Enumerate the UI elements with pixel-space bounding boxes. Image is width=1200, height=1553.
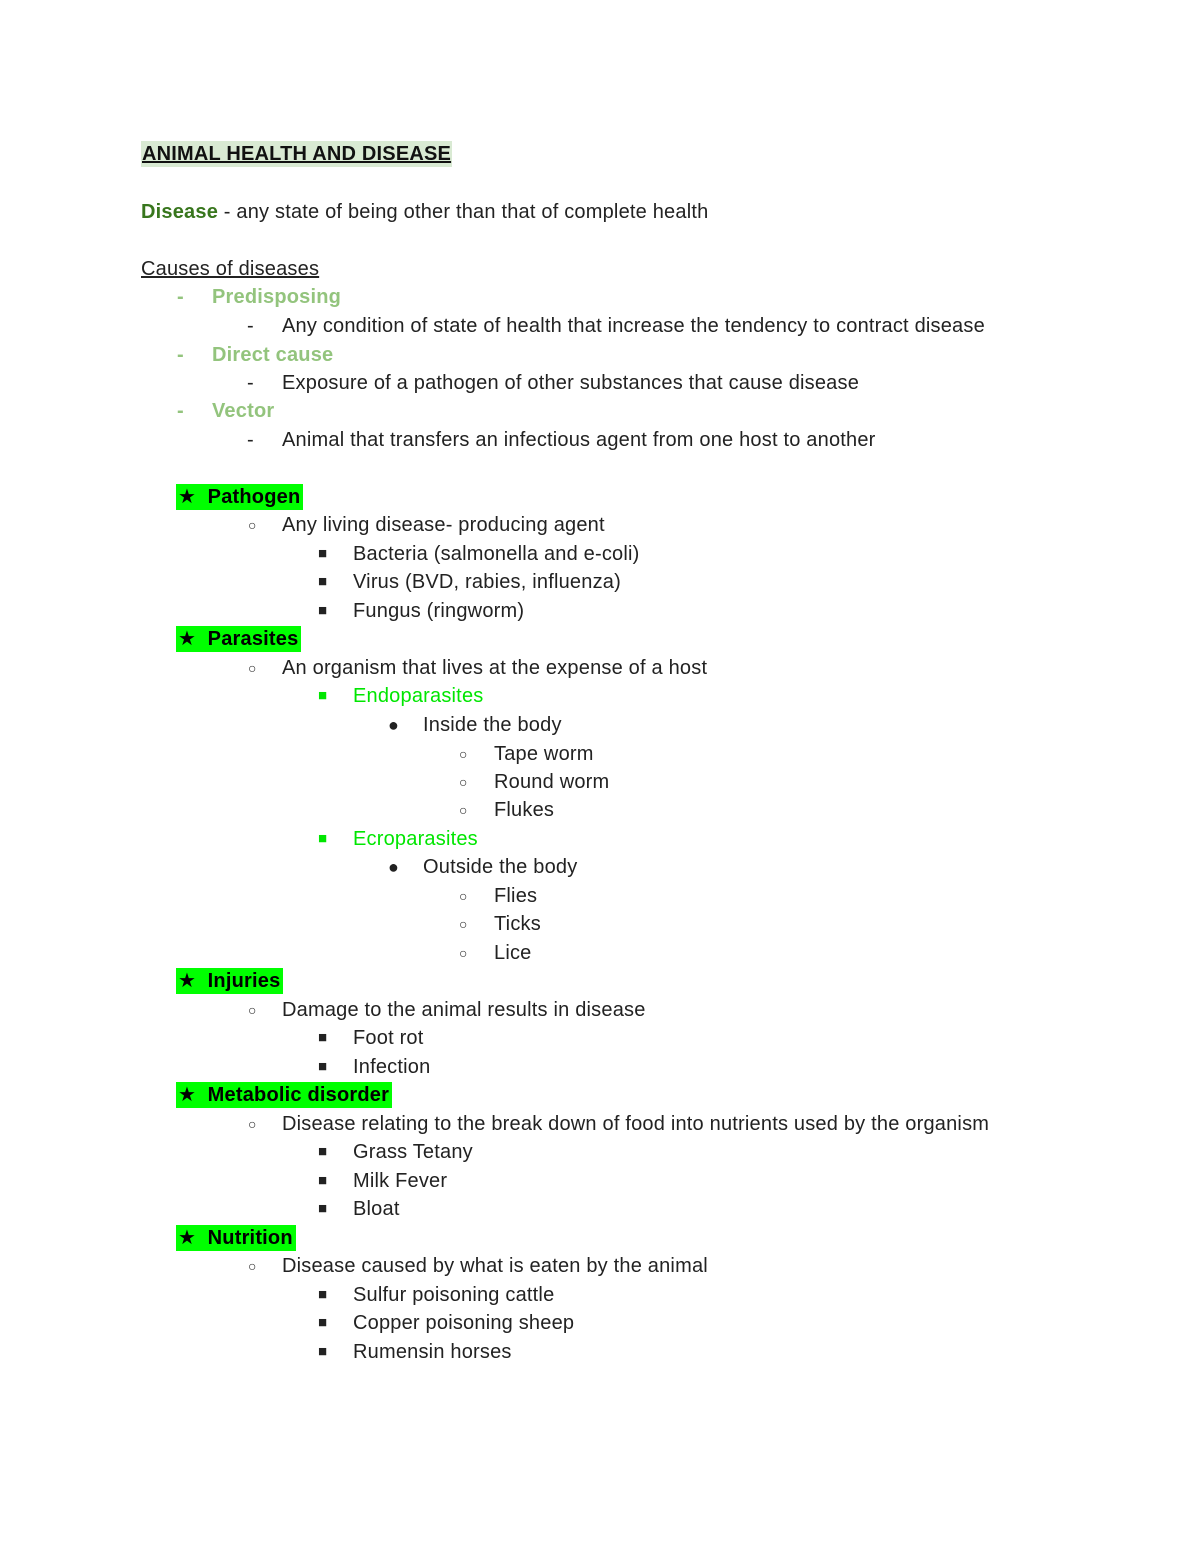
square-bullet-icon: ■ [318, 1058, 328, 1075]
ectoparasites-sub: Outside the body [423, 856, 578, 878]
list-item: Foot rot [353, 1027, 424, 1049]
list-item: Flukes [494, 799, 555, 821]
list-item: Flies [494, 885, 538, 907]
list-item: Sulfur poisoning cattle [353, 1284, 555, 1306]
circle-bullet-icon: ○ [459, 888, 468, 904]
square-bullet-icon: ■ [318, 687, 328, 704]
circle-bullet-icon: ○ [459, 916, 468, 932]
star-icon: ★ [178, 628, 197, 650]
list-item: Lice [494, 942, 532, 964]
cause-vector-label: Vector [212, 400, 275, 422]
star-icon: ★ [178, 970, 197, 992]
list-item: Grass Tetany [353, 1141, 473, 1163]
dash-marker: - [247, 429, 254, 451]
category-pathogen [176, 484, 303, 510]
cause-direct-label: Direct cause [212, 344, 334, 366]
list-item: Rumensin horses [353, 1341, 512, 1363]
category-label: Nutrition [207, 1227, 293, 1249]
nutrition-desc: Disease caused by what is eaten by the animal [282, 1255, 708, 1277]
star-icon: ★ [178, 1084, 197, 1106]
category-label: Metabolic disorder [207, 1084, 390, 1106]
document-title: ANIMAL HEALTH AND DISEASE [142, 143, 452, 165]
circle-bullet-icon: ○ [248, 1116, 257, 1132]
list-item: Copper poisoning sheep [353, 1312, 575, 1334]
injuries-desc: Damage to the animal results in disease [282, 999, 646, 1021]
cause-predisposing-desc: Any condition of state of health that increase the tendency to contract disease [282, 315, 985, 337]
category-metabolic-disorder [176, 1082, 392, 1108]
circle-bullet-icon: ○ [248, 1002, 257, 1018]
list-item: Tape worm [494, 743, 594, 765]
circle-bullet-icon: ○ [248, 660, 257, 676]
category-parasites [176, 626, 301, 652]
list-item: Infection [353, 1056, 431, 1078]
dash-marker: - [177, 286, 184, 308]
square-bullet-icon: ■ [318, 1200, 328, 1217]
disease-definition [141, 199, 708, 225]
list-item: Virus (BVD, rabies, influenza) [353, 571, 621, 593]
star-icon: ★ [178, 1227, 197, 1249]
dash-marker: - [177, 400, 184, 422]
ectoparasites-label: Ecroparasites [353, 828, 478, 850]
square-bullet-icon: ■ [318, 545, 328, 562]
endoparasites-sub: Inside the body [423, 714, 562, 736]
list-item: Fungus (ringworm) [353, 600, 525, 622]
category-injuries [176, 968, 283, 994]
list-item: Bloat [353, 1198, 400, 1220]
causes-heading: Causes of diseases [141, 258, 320, 280]
category-label: Parasites [207, 628, 299, 650]
endoparasites-label: Endoparasites [353, 685, 484, 707]
list-item: Ticks [494, 913, 541, 935]
parasites-desc: An organism that lives at the expense of a host [282, 657, 708, 679]
dot-bullet-icon: ● [388, 857, 399, 877]
category-nutrition [176, 1225, 296, 1251]
square-bullet-icon: ■ [318, 1286, 328, 1303]
definition-term: Disease [141, 201, 219, 223]
square-bullet-icon: ■ [318, 602, 328, 619]
circle-bullet-icon: ○ [459, 774, 468, 790]
dash-marker: - [177, 344, 184, 366]
list-item: Milk Fever [353, 1170, 448, 1192]
dash-marker: - [247, 315, 254, 337]
dot-bullet-icon: ● [388, 715, 399, 735]
list-item: Round worm [494, 771, 610, 793]
cause-predisposing-label: Predisposing [212, 286, 342, 308]
square-bullet-icon: ■ [318, 1343, 328, 1360]
star-icon: ★ [178, 486, 197, 508]
category-label: Injuries [207, 970, 281, 992]
cause-vector-desc: Animal that transfers an infectious agent from one host to another [282, 429, 876, 451]
category-label: Pathogen [207, 486, 301, 508]
pathogen-desc: Any living disease- producing agent [282, 514, 605, 536]
circle-bullet-icon: ○ [459, 802, 468, 818]
metabolic-desc: Disease relating to the break down of food into nutrients used by the organism [282, 1113, 990, 1135]
square-bullet-icon: ■ [318, 1029, 328, 1046]
circle-bullet-icon: ○ [459, 945, 468, 961]
square-bullet-icon: ■ [318, 1314, 328, 1331]
square-bullet-icon: ■ [318, 830, 328, 847]
definition-text: - any state of being other than that of complete health [218, 201, 709, 223]
circle-bullet-icon: ○ [248, 517, 257, 533]
cause-direct-desc: Exposure of a pathogen of other substances that cause disease [282, 372, 860, 394]
square-bullet-icon: ■ [318, 1143, 328, 1160]
dash-marker: - [247, 372, 254, 394]
circle-bullet-icon: ○ [248, 1258, 257, 1274]
list-item: Bacteria (salmonella and e-coli) [353, 543, 640, 565]
square-bullet-icon: ■ [318, 1172, 328, 1189]
circle-bullet-icon: ○ [459, 746, 468, 762]
square-bullet-icon: ■ [318, 573, 328, 590]
